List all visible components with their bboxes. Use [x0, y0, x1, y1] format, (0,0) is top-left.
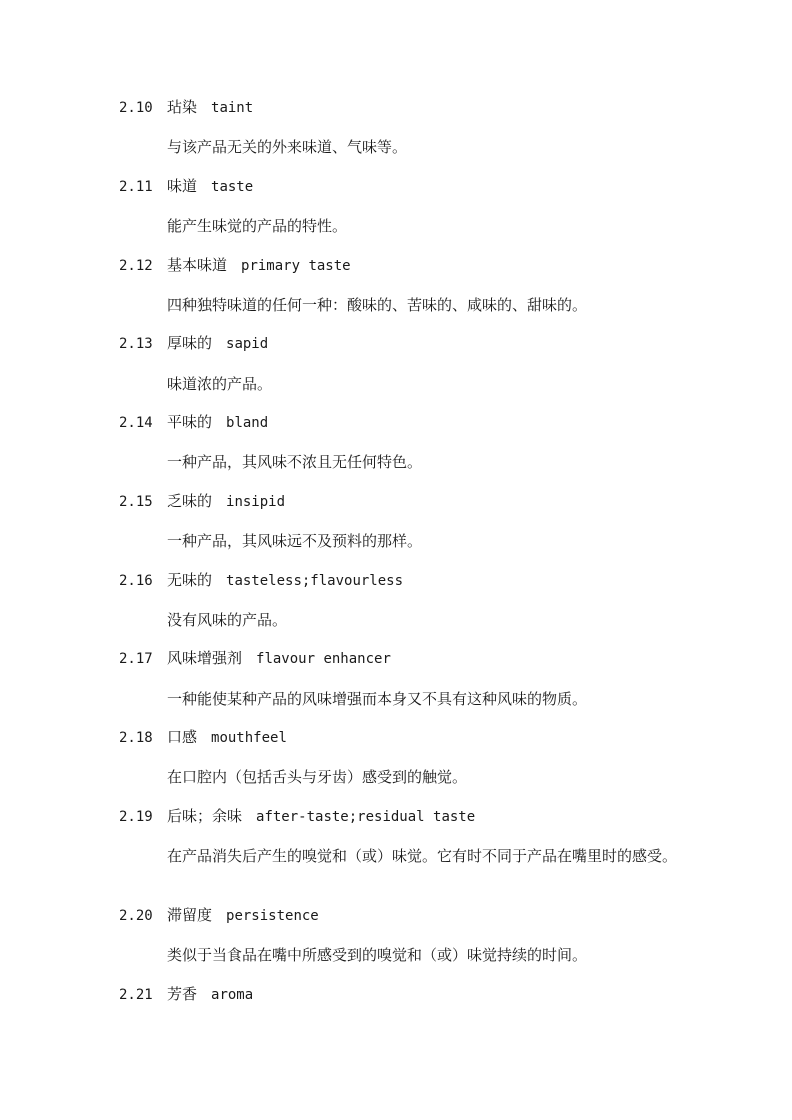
term-chinese: 滞留度: [167, 906, 213, 924]
term-chinese: 基本味道: [167, 256, 228, 274]
term-number: 2.18: [119, 730, 153, 746]
term-heading: [119, 727, 287, 747]
term-heading: [119, 806, 475, 826]
term-definition: 与该产品无关的外来味道、气味等。: [167, 138, 408, 156]
term-chinese: 味道: [167, 177, 198, 195]
term-english: flavour enhancer: [256, 651, 391, 667]
term-english: persistence: [226, 908, 319, 924]
term-chinese: 乏味的: [167, 492, 213, 510]
term-heading: [119, 176, 253, 196]
term-english: taint: [211, 100, 254, 116]
term-chinese: 平味的: [167, 413, 213, 431]
term-chinese: 后味；余味: [167, 807, 243, 825]
term-heading: [119, 905, 319, 925]
term-definition: 味道浓的产品。: [167, 375, 273, 393]
term-heading: [119, 570, 403, 590]
term-english: mouthfeel: [211, 730, 287, 746]
term-heading: [119, 97, 253, 117]
term-definition: 类似于当食品在嘴中所感受到的嗅觉和（或）味觉持续的时间。: [167, 946, 588, 964]
term-heading: [119, 412, 268, 432]
term-chinese: 口感: [167, 728, 198, 746]
term-number: 2.10: [119, 100, 153, 116]
term-heading: [119, 333, 268, 353]
term-number: 2.21: [119, 987, 153, 1003]
term-english: aroma: [211, 987, 254, 1003]
term-chinese: 厚味的: [167, 334, 213, 352]
term-english: primary taste: [241, 258, 351, 274]
term-definition: 一种能使某种产品的风味增强而本身又不具有这种风味的物质。: [167, 690, 588, 708]
term-chinese: 芳香: [167, 985, 198, 1003]
term-english: sapid: [226, 336, 269, 352]
term-definition: 能产生味觉的产品的特性。: [167, 217, 348, 235]
term-number: 2.12: [119, 258, 153, 274]
term-number: 2.15: [119, 494, 153, 510]
term-definition: 在口腔内（包括舌头与牙齿）感受到的触觉。: [167, 768, 468, 786]
term-definition: 没有风味的产品。: [167, 611, 288, 629]
term-number: 2.11: [119, 179, 153, 195]
term-english: tasteless;flavourless: [226, 573, 404, 589]
term-definition: 四种独特味道的任何一种：酸味的、苦味的、咸味的、甜味的。: [167, 296, 588, 314]
term-heading: [119, 491, 285, 511]
term-english: taste: [211, 179, 254, 195]
term-number: 2.13: [119, 336, 153, 352]
term-english: after-taste;residual taste: [256, 809, 476, 825]
term-chinese: 风味增强剂: [167, 649, 243, 667]
term-english: insipid: [226, 494, 286, 510]
term-definition: 一种产品，其风味远不及预料的那样。: [167, 532, 423, 550]
term-definition: 一种产品，其风味不浓且无任何特色。: [167, 453, 423, 471]
term-number: 2.20: [119, 908, 153, 924]
term-number: 2.14: [119, 415, 153, 431]
term-heading: [119, 984, 253, 1004]
term-number: 2.19: [119, 809, 153, 825]
term-definition: 在产品消失后产生的嗅觉和（或）味觉。它有时不同于产品在嘴里时的感受。: [167, 847, 678, 865]
term-chinese: 无味的: [167, 571, 213, 589]
term-number: 2.17: [119, 651, 153, 667]
term-number: 2.16: [119, 573, 153, 589]
term-english: bland: [226, 415, 269, 431]
term-heading: [119, 648, 391, 668]
term-chinese: 玷染: [167, 98, 198, 116]
term-heading: [119, 255, 351, 275]
